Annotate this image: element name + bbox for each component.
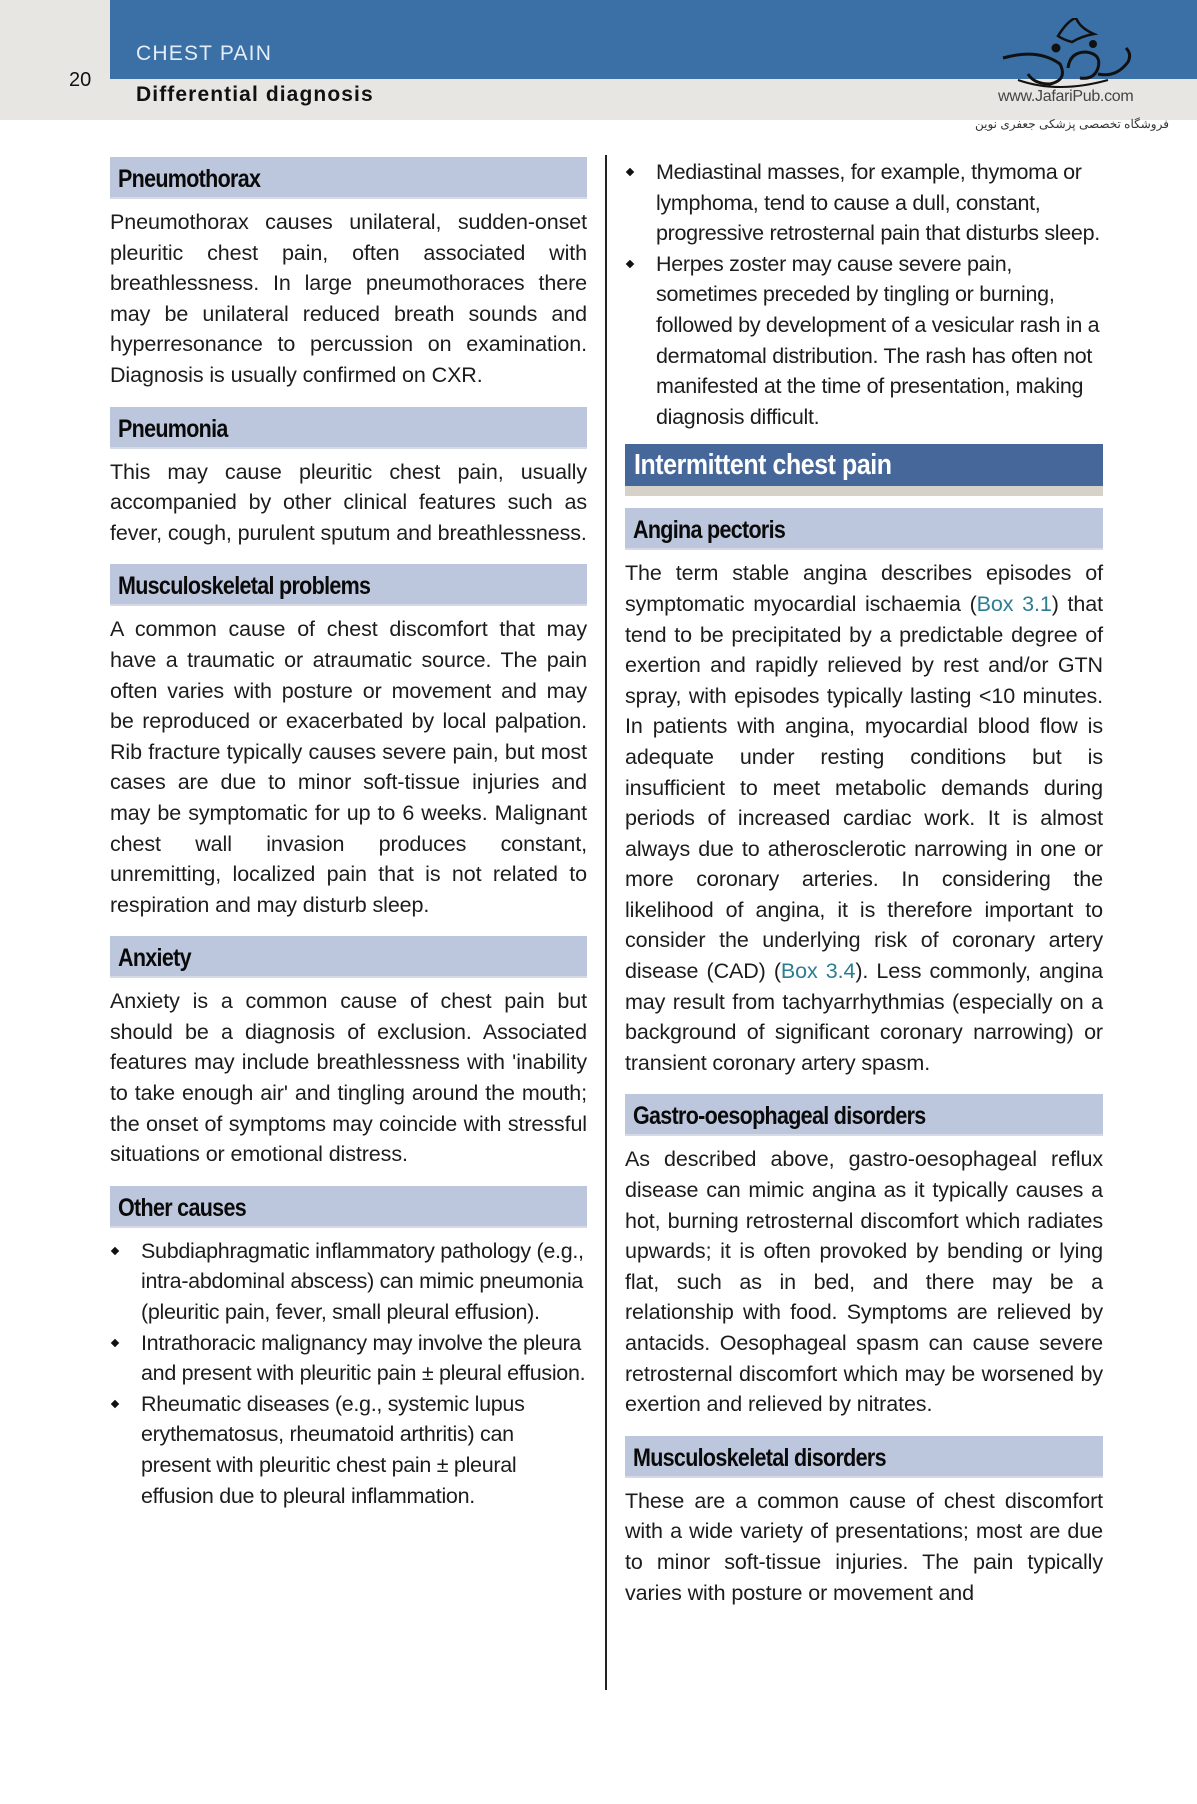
bullet-icon — [111, 1247, 119, 1255]
heading-pneumothorax: Pneumothorax — [110, 157, 587, 199]
publisher-tagline: فروشگاه تخصصی پزشکی جعفری نوین — [975, 117, 1169, 131]
paragraph-anxiety: Anxiety is a common cause of chest pain but should be a diagnosis of exclusion. Associated features may include breathlessness with 'inability to take enough air' and tingling around the mouth; the onset of symptoms may coincide with stressful situations or emotional distress. — [110, 989, 587, 1167]
left-column — [110, 157, 587, 1511]
heading-intermittent-chest-pain: Intermittent chest pain — [625, 444, 1103, 496]
heading-gastro-oesophageal-disorders: Gastro-oesophageal disorders — [625, 1094, 1103, 1136]
heading-angina-pectoris: Angina pectoris — [625, 508, 1103, 550]
paragraph-gastro-oesophageal-disorders: As described above, gastro-oesophageal reflux disease can mimic angina as it typically causes a hot, burning retrosternal discomfort which radiates upwards; it is often provoked by bending or lying flat, such as in bed, and there may be a relationship with food. Symptoms are relieved by antacids. Oesophageal spasm can cause severe retrosternal discomfort which may be worsened by exertion and relieved by nitrates. — [625, 1147, 1103, 1417]
list-item: Subdiaphragmatic inflammatory pathology (e.g., intra-abdominal abscess) can mimic pneumonia (pleuritic pain, fever, small pleural effusion). — [110, 1236, 587, 1328]
paragraph-pneumothorax: Pneumothorax causes unilateral, sudden-onset pleuritic chest pain, often associated with breathlessness. In large pneumothoraces there may be unilateral reduced breath sounds and hyperresonance to percussion on examination. Diagnosis is usually confirmed on CXR. — [110, 210, 587, 387]
heading-musculoskeletal-problems: Musculoskeletal problems — [110, 564, 587, 606]
paragraph-angina-pectoris: The term stable angina describes episodes of symptomatic myocardial ischaemia (Box 3.1) that tend to be precipitated by a predictable degree of exertion and rapidly relieved by rest and/or GTN spray, with episodes typically lasting <10 minutes. In patients with angina, myocardial blood flow is adequate under resting conditions but is insufficient to meet metabolic demands during periods of increased cardiac work. It is almost always due to atherosclerotic narrowing in one or more coronary arteries. In considering the likelihood of angina, it is therefore important to consider the underlying risk of coronary artery disease (CAD) (Box 3.4). Less commonly, angina may result from tachyarrhythmias (especially on a background of significant coronary narrowing) or transient coronary artery spasm. — [625, 561, 1104, 1075]
page-number: 20 — [69, 69, 92, 91]
list-item: Rheumatic diseases (e.g., systemic lupus erythematosus, rheumatoid arthritis) can present with pleuritic chest pain ± pleural effusion due to pleural inflammation. — [110, 1389, 587, 1511]
paragraph-pneumonia: This may cause pleuritic chest pain, usually accompanied by other clinical features such as fever, cough, purulent sputum and breathlessness. — [110, 459, 587, 545]
paragraph-musculoskeletal-problems: A common cause of chest discomfort that may have a traumatic or atraumatic source. The pain often varies with posture or movement and may be reproduced or exacerbated by local palpation. Rib fracture typically causes severe pain, but most cases are due to minor soft-tissue injuries and may be symptomatic for up to 6 weeks. Malignant chest wall invasion produces constant, unremitting, localized pain that is not related to respiration and may disturb sleep. — [110, 617, 587, 917]
chapter-title: CHEST PAIN — [136, 42, 273, 65]
column-divider — [605, 155, 607, 1690]
heading-anxiety: Anxiety — [110, 936, 587, 978]
paragraph-musculoskeletal-disorders: These are a common cause of chest discomfort with a wide variety of presentations; most are due to minor soft-tissue injuries. The pain typically varies with posture or movement and — [625, 1488, 1103, 1605]
publisher-logo-icon — [998, 18, 1138, 93]
heading-other-causes: Other causes — [110, 1186, 587, 1228]
list-item: Herpes zoster may cause severe pain, sometimes preceded by tingling or burning, followed by development of a vesicular rash in a dermatomal distribution. The rash has often not manifested at the time of presentation, making diagnosis difficult. — [625, 249, 1103, 433]
bullet-icon — [111, 1400, 119, 1408]
list-other-causes — [110, 1236, 587, 1511]
box-3-4-link[interactable]: Box 3.4 — [780, 959, 856, 984]
right-column — [625, 157, 1103, 1608]
publisher-url[interactable]: www.JafariPub.com — [998, 88, 1134, 105]
section-title: Differential diagnosis — [136, 83, 374, 106]
list-other-causes-continued — [625, 157, 1103, 432]
box-3-1-link[interactable]: Box 3.1 — [976, 591, 1052, 616]
heading-pneumonia: Pneumonia — [110, 407, 587, 449]
bullet-icon — [626, 168, 634, 176]
list-item: Mediastinal masses, for example, thymoma or lymphoma, tend to cause a dull, constant, progressive retrosternal pain that disturbs sleep. — [625, 157, 1103, 249]
bullet-icon — [626, 260, 634, 268]
list-item: Intrathoracic malignancy may involve the pleura and present with pleuritic pain ± pleural effusion. — [110, 1328, 587, 1389]
bullet-icon — [111, 1338, 119, 1346]
heading-musculoskeletal-disorders: Musculoskeletal disorders — [625, 1436, 1103, 1478]
